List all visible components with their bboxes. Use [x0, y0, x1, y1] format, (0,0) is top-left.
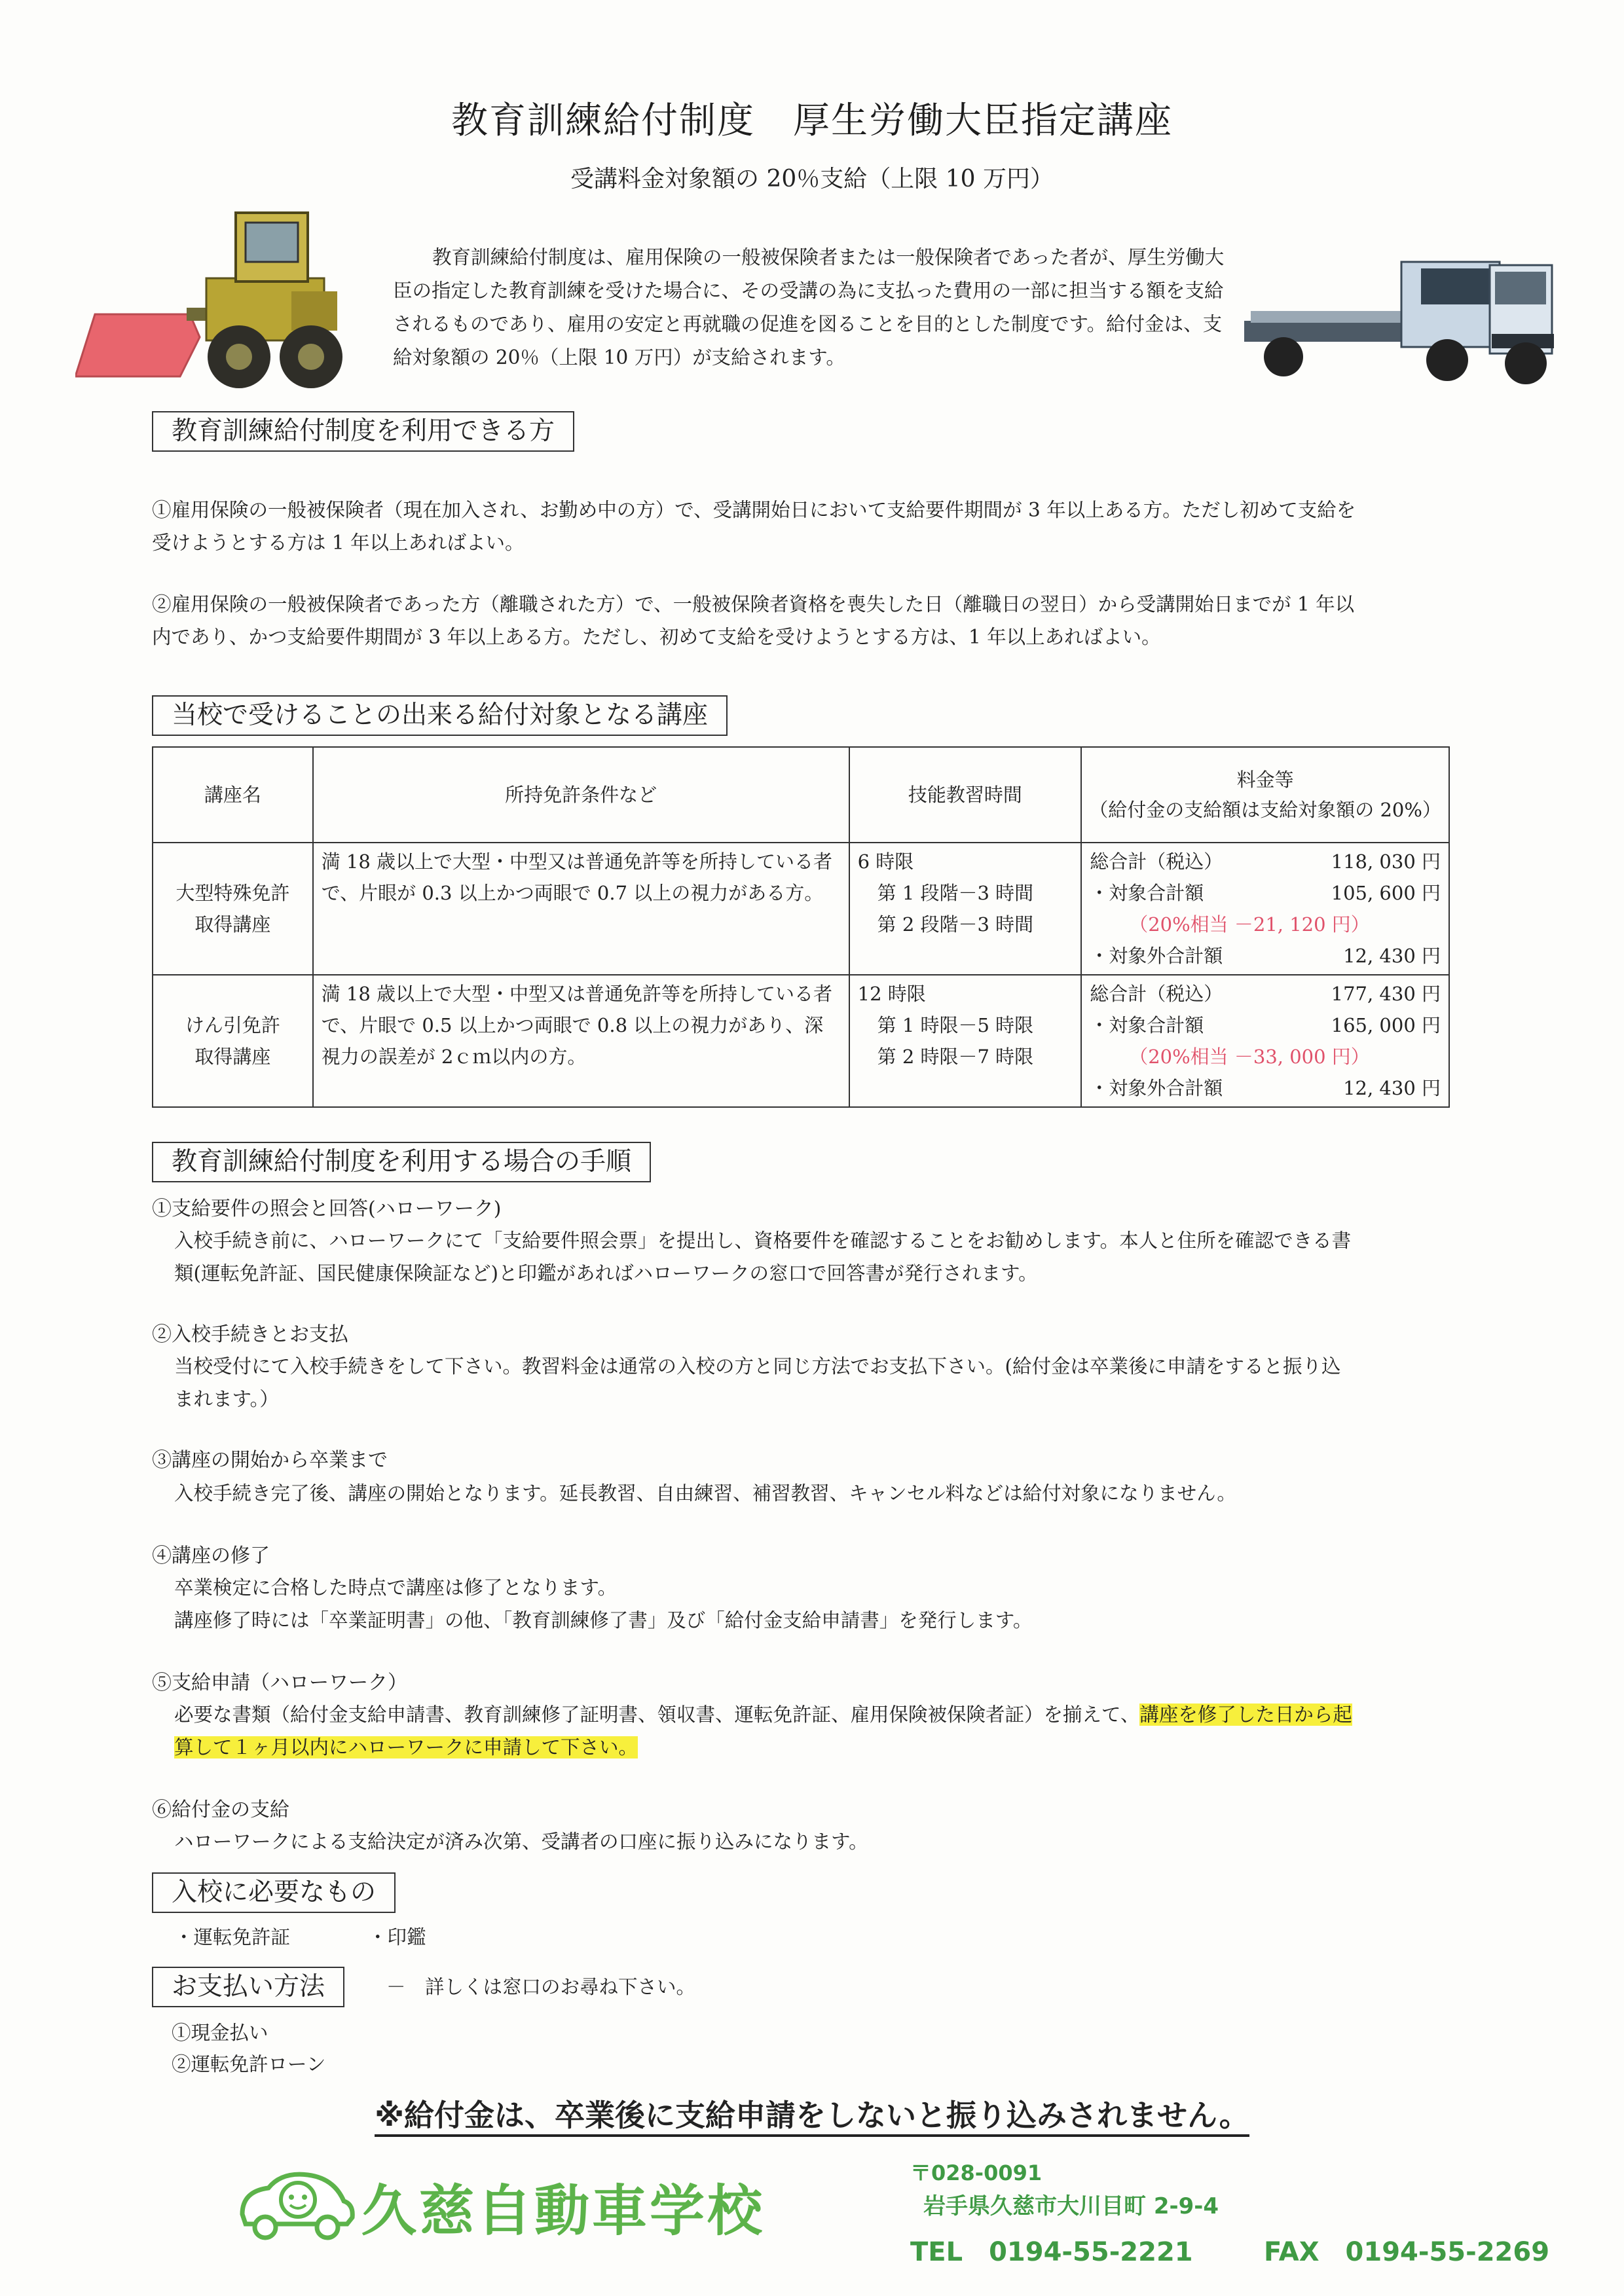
important-notice-text: ※給付金は、卒業後に支給申請をしないと振り込みされません。 — [375, 2098, 1249, 2137]
fee-target-value: 105, 600 円 — [1331, 882, 1441, 904]
fee-total-value: 118, 030 円 — [1331, 850, 1441, 873]
page-subtitle: 受講料金対象額の 20％支給（上限 10 万円） — [570, 166, 1054, 192]
requirement-seal: ・印鑑 — [368, 1926, 426, 1948]
step-2-body: 当校受付にて入校手続きをして下さい。教習料金は通常の入校の方と同じ方法でお支払下さい。(給付金は卒業後に申請をすると振り込まれます。） — [174, 1355, 1341, 1410]
step-3-body: 入校手続き完了後、講座の開始となります。延長教習、自由練習、補習教習、キャンセル料などは給付対象になりません。 — [174, 1482, 1236, 1504]
fax-number: FAX 0194-55-2269 — [1264, 2237, 1550, 2267]
course-conditions: 満 18 歳以上で大型・中型又は普通免許等を所持している者で、片眼が 0.3 以上かつ両眼で 0.7 以上の視力がある方。 — [313, 843, 849, 975]
step-4-title: ④講座の修了 — [152, 1544, 270, 1567]
fee-other-value: 12, 430 円 — [1343, 1077, 1441, 1099]
course-name-text: 大型特殊免許 取得講座 — [175, 882, 290, 936]
car-mascot-logo-icon — [236, 2168, 357, 2244]
table-header-row — [153, 747, 1449, 843]
phone-number: TEL 0194-55-2221 — [910, 2237, 1193, 2267]
fee-total-label: 総合計（税込） — [1090, 983, 1223, 1005]
fee-refund: （20%相当 －33, 000 円） — [1129, 1046, 1370, 1068]
step-1-title: ①支給要件の照会と回答(ハローワーク) — [152, 1197, 502, 1220]
school-name: 久慈自動車学校 — [361, 2179, 766, 2243]
payment-heading: お支払い方法 — [152, 1967, 344, 2007]
step-5-body — [174, 1698, 1353, 1764]
step-5-body-text: 必要な書類（給付金支給申請書、教育訓練修了証明書、領収書、運転免許証、雇用保険被保険者証）を揃えて、 — [174, 1704, 1140, 1726]
course-hours — [849, 843, 1082, 975]
table-row — [153, 975, 1449, 1107]
course-name — [153, 843, 313, 975]
hours-stage-1: 第 1 段階－3 時間 — [877, 882, 1034, 904]
requirements-heading: 入校に必要なもの — [152, 1872, 396, 1913]
hours-total: 12 時限 — [857, 983, 926, 1005]
header-license: 所持免許条件など — [313, 747, 849, 843]
postal-code: 〒028-0091 — [910, 2160, 1043, 2185]
course-name-text: けん引免許 取得講座 — [185, 1014, 280, 1068]
fee-target-value: 165, 000 円 — [1331, 1014, 1441, 1036]
fee-total-value: 177, 430 円 — [1331, 983, 1441, 1005]
step-5-highlight: 講座を修了した日から起算して１ヶ月以内にハローワークに申請して下さい。 — [174, 1704, 1352, 1758]
step-5-title: ⑤支給申請（ハローワーク） — [152, 1671, 407, 1694]
fee-target-label: ・対象合計額 — [1090, 882, 1204, 904]
fee-other-label: ・対象外合計額 — [1090, 1077, 1223, 1099]
intro-paragraph: 教育訓練給付制度は、雇用保険の一般被保険者または一般保険者であった者が、厚生労働大臣の指定した教育訓練を受けた場合に、その受講の為に支払った費用の一部に担当する額を支給されるものであり、雇用の安定と再就職の促進を図ることを目的とした制度です。給付金は、支給対象額の 20％（上限 10 万円）が支給されます。 — [393, 246, 1225, 369]
payment-note: － 詳しくは窓口のお尋ね下さい。 — [386, 1976, 696, 1998]
step-2-title: ②入校手続きとお支払 — [152, 1323, 348, 1346]
hours-stage-2: 第 2 時限－7 時限 — [877, 1046, 1034, 1068]
fee-other-value: 12, 430 円 — [1343, 945, 1441, 967]
step-4-body-2: 講座修了時には「卒業証明書」の他、「教育訓練修了書」及び「給付金支給申請書」を発行します。 — [174, 1609, 1033, 1631]
payment-loan: ②運転免許ローン — [172, 2053, 326, 2075]
header-course-name: 講座名 — [153, 747, 313, 843]
course-fee — [1081, 975, 1449, 1107]
tow-truck-image — [1244, 249, 1565, 393]
courses-table — [152, 746, 1450, 1108]
courses-heading: 当校で受けることの出来る給付対象となる講座 — [152, 695, 728, 736]
eligibility-heading: 教育訓練給付制度を利用できる方 — [152, 411, 574, 452]
payment-cash: ①現金払い — [172, 2022, 268, 2044]
step-6-body: ハローワークによる支給決定が済み次第、受講者の口座に振り込みになります。 — [174, 1831, 868, 1853]
header-hours: 技能教習時間 — [849, 747, 1082, 843]
hours-total: 6 時限 — [857, 850, 914, 873]
header-fee-text: 料金等 （給付金の支給額は支給対象額の 20%） — [1089, 769, 1441, 821]
course-hours — [849, 975, 1082, 1107]
header-fee — [1081, 747, 1449, 843]
wheel-loader-image — [75, 200, 350, 396]
course-name — [153, 975, 313, 1107]
step-1-body: 入校手続き前に、ハローワークにて「支給要件照会票」を提出し、資格要件を確認することをお勧めします。本人と住所を確認できる書類(運転免許証、国民健康保険証など)と印鑑があればハローワークの窓口で回答書が発行されます。 — [174, 1230, 1352, 1285]
address: 岩手県久慈市大川目町 2-9-4 — [923, 2193, 1219, 2219]
course-conditions: 満 18 歳以上で大型・中型又は普通免許等を所持している者で、片眼で 0.5 以上かつ両眼で 0.8 以上の視力があり、深視力の誤差が 2ｃｍ以内の方。 — [313, 975, 849, 1107]
hours-stage-2: 第 2 段階－3 時間 — [877, 913, 1034, 936]
table-row — [153, 843, 1449, 975]
hours-stage-1: 第 1 時限－5 時限 — [877, 1014, 1034, 1036]
fee-target-label: ・対象合計額 — [1090, 1014, 1204, 1036]
fee-other-label: ・対象外合計額 — [1090, 945, 1223, 967]
eligibility-item-1: ①雇用保険の一般被保険者（現在加入され、お勤め中の方）で、受講開始日において支給要件期間が 3 年以上ある方。ただし初めて支給を受けようとする方は 1 年以上あればよい。 — [152, 499, 1356, 554]
procedure-heading: 教育訓練給付制度を利用する場合の手順 — [152, 1142, 651, 1182]
course-fee — [1081, 843, 1449, 975]
fee-total-label: 総合計（税込） — [1090, 850, 1223, 873]
requirement-license: ・運転免許証 — [174, 1926, 291, 1948]
page-title: 教育訓練給付制度 厚生労働大臣指定講座 — [451, 100, 1173, 142]
step-3-title: ③講座の開始から卒業まで — [152, 1449, 388, 1472]
step-6-title: ⑥給付金の支給 — [152, 1798, 289, 1821]
fee-refund: （20%相当 －21, 120 円） — [1129, 913, 1370, 936]
eligibility-item-2: ②雇用保険の一般被保険者であった方（離職された方）で、一般被保険者資格を喪失した日（離職日の翌日）から受講開始日までが 1 年以内であり、かつ支給要件期間が 3 年以上ある方。ただし、初めて支給を受けようとする方は、1 年以上あればよい。 — [152, 593, 1355, 648]
step-4-body-1: 卒業検定に合格した時点で講座は修了となります。 — [174, 1576, 618, 1599]
important-notice — [0, 2092, 1624, 2135]
